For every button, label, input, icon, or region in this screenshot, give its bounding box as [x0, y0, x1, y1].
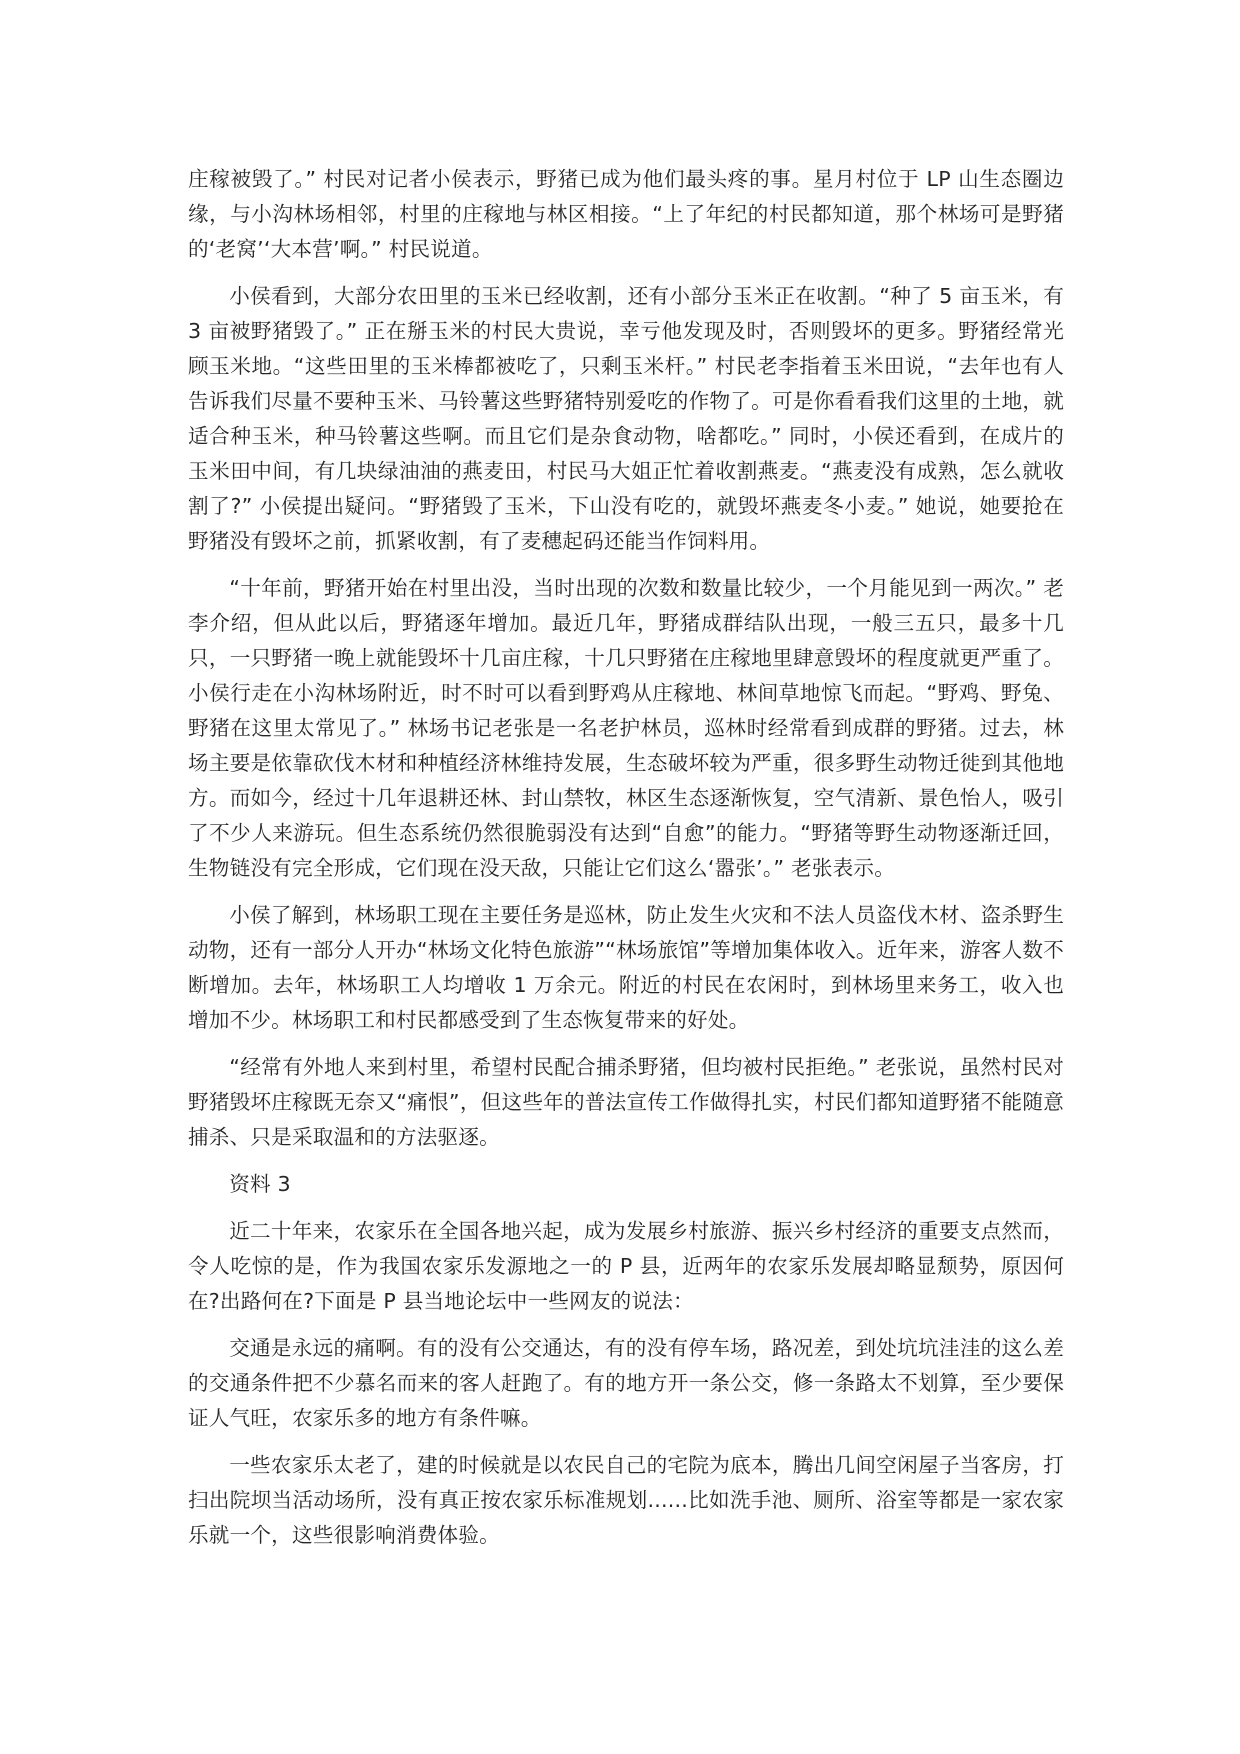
document-page: [188, 162, 1064, 1565]
paragraph-8: 一些农家乐太老了，建的时候就是以农民自己的宅院为底本，腾出几间空闲屋子当客房，打扫出院坝当活动场所，没有真正按农家乐标准规划......比如洗手池、厕所、浴室等都是一家农家乐就一个，这些很影响消费体验。: [188, 1453, 1064, 1547]
paragraph-6: 近二十年来，农家乐在全国各地兴起，成为发展乡村旅游、振兴乡村经济的重要支点然而，令人吃惊的是，作为我国农家乐发源地之一的 P 县，近两年的农家乐发展却略显颓势，原因何在?出路何在?下面是 P 县当地论坛中一些网友的说法：: [188, 1219, 1064, 1313]
paragraph-2: 小侯看到，大部分农田里的玉米已经收割，还有小部分玉米正在收割。“种了 5 亩玉米，有 3 亩被野猪毁了。” 正在掰玉米的村民大贵说，幸亏他发现及时，否则毁坏的更多。野猪经常光顾玉米地。“这些田里的玉米棒都被吃了，只剩玉米杆。” 村民老李指着玉米田说，“去年也有人告诉我们尽量不要种玉米、马铃薯这些野猪特别爱吃的作物了。可是你看看我们这里的土地，就适合种玉米，种马铃薯这些啊。而且它们是杂食动物，啥都吃。” 同时，小侯还看到，在成片的玉米田中间，有几块绿油油的燕麦田，村民马大姐正忙着收割燕麦。“燕麦没有成熟，怎么就收割了?” 小侯提出疑问。“野猪毁了玉米，下山没有吃的，就毁坏燕麦冬小麦。” 她说，她要抢在野猪没有毁坏之前，抓紧收割，有了麦穗起码还能当作饲料用。: [188, 284, 1064, 553]
section-heading-material-3: 资料 3: [229, 1172, 291, 1196]
paragraph-7: 交通是永远的痛啊。有的没有公交通达，有的没有停车场，路况差，到处坑坑洼洼的这么差的交通条件把不少慕名而来的客人赶跑了。有的地方开一条公交，修一条路太不划算，至少要保证人气旺，农家乐多的地方有条件嘛。: [188, 1336, 1064, 1430]
paragraph-5: “经常有外地人来到村里，希望村民配合捕杀野猪，但均被村民拒绝。” 老张说，虽然村民对野猪毁坏庄稼既无奈又“痛恨”，但这些年的普法宣传工作做得扎实，村民们都知道野猪不能随意捕杀、只是采取温和的方法驱逐。: [188, 1055, 1064, 1149]
paragraph-1: 庄稼被毁了。” 村民对记者小侯表示，野猪已成为他们最头疼的事。星月村位于 LP 山生态圈边缘，与小沟林场相邻，村里的庄稼地与林区相接。“上了年纪的村民都知道，那个林场可是野猪的‘老窝’‘大本营’啊。” 村民说道。: [188, 167, 1064, 261]
paragraph-3: “十年前，野猪开始在村里出没，当时出现的次数和数量比较少，一个月能见到一两次。” 老李介绍，但从此以后，野猪逐年增加。最近几年，野猪成群结队出现，一般三五只，最多十几只，一只野猪一晚上就能毁坏十几亩庄稼，十几只野猪在庄稼地里肆意毁坏的程度就更严重了。小侯行走在小沟林场附近，时不时可以看到野鸡从庄稼地、林间草地惊飞而起。“野鸡、野兔、野猪在这里太常见了。” 林场书记老张是一名老护林员，巡林时经常看到成群的野猪。过去，林场主要是依靠砍伐木材和种植经济林维持发展，生态破坏较为严重，很多野生动物迁徙到其他地方。而如今，经过十几年退耕还林、封山禁牧，林区生态逐渐恢复，空气清新、景色怡人，吸引了不少人来游玩。但生态系统仍然很脆弱没有达到“自愈”的能力。“野猪等野生动物逐渐迁回，生物链没有完全形成，它们现在没天敌，只能让它们这么‘嚣张’。” 老张表示。: [188, 576, 1064, 880]
paragraph-4: 小侯了解到，林场职工现在主要任务是巡林，防止发生火灾和不法人员盗伐木材、盗杀野生动物，还有一部分人开办“林场文化特色旅游”“林场旅馆”等增加集体收入。近年来，游客人数不断增加。去年，林场职工人均增收 1 万余元。附近的村民在农闲时，到林场里来务工，收入也增加不少。林场职工和村民都感受到了生态恢复带来的好处。: [188, 903, 1064, 1032]
